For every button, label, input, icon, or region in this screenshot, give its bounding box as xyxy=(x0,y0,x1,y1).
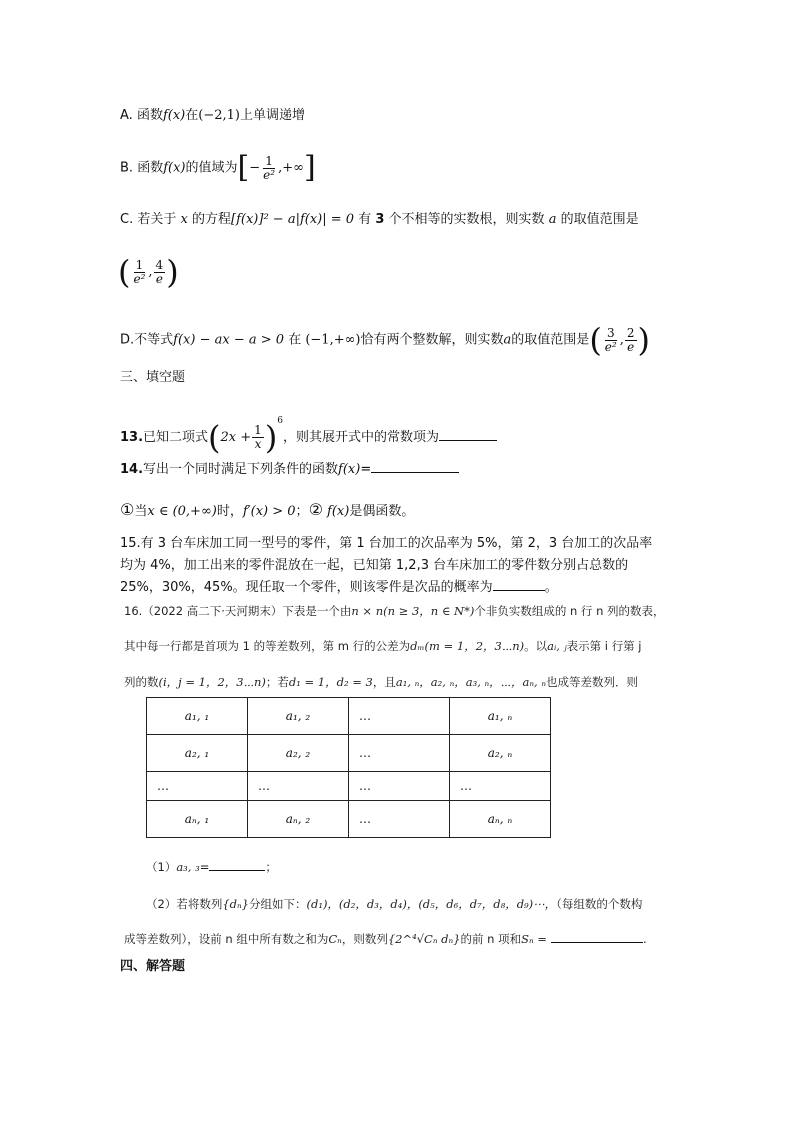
option-label: C. xyxy=(120,212,134,227)
question-14-conditions: ①当x ∈ (0,+∞)时，f′(x) > 0；② f(x)是偶函数。 xyxy=(120,500,415,519)
question-16-part-2-cont: 成等差数列），设前 n 组中所有数之和为Cₙ，则数列{2^⁴√Cₙ dₙ}的前 n 项和Sₙ = . xyxy=(124,932,647,946)
fraction: $\frac{4}{e}$ xyxy=(155,257,164,286)
question-16-line-1: 16.（2022 高二下·天河期末）下表是一个由n × n(n ≥ 3，n ∈ N*)个非负实数组成的 n 行 n 列的数表， xyxy=(124,604,665,618)
question-16-line-3: 列的数(i，j = 1，2，3⋯n)；若d₁ = 1，d₂ = 3，且a₁, ₙ，a₂, ₙ，a₃, ₙ，⋯，aₙ, ₙ也成等差数列．则 xyxy=(124,675,639,689)
question-13: 13.已知二项式(2x + $\frac{1}{x}$ )$^6$，则其展开式中的常数项为 xyxy=(120,400,497,459)
answer-blank[interactable] xyxy=(371,472,459,473)
option-c: C. 若关于 x 的方程[f(x)]² − a|f(x)| = 0 有 3 个不相等的实数根，则实数 a 的取值范围是 xyxy=(120,212,639,227)
option-c-range: ( $\frac{1}{\text{e²}}$ , $\frac{4}{e}$ ) xyxy=(118,253,179,291)
fraction: $\frac{3}{\text{e²}}$ xyxy=(604,325,617,354)
question-16-line-2: 其中每一行都是首项为 1 的等差数列，第 m 行的公差为dₘ(m = 1，2，3⋯n)。以aᵢ, ⱼ表示第 i 行第 j xyxy=(124,639,642,653)
table-row: a₁, ₁ a₁, ₂ … a₁, ₙ xyxy=(147,698,551,735)
option-label: D. xyxy=(120,332,135,348)
section-heading: 四、解答题 xyxy=(120,959,186,974)
answer-blank[interactable] xyxy=(209,870,265,871)
table-row: aₙ, ₁ aₙ, ₂ … aₙ, ₙ xyxy=(147,801,551,838)
table-row: a₂, ₁ a₂, ₂ … a₂, ₙ xyxy=(147,735,551,772)
fraction: $\frac{1}{x}$ xyxy=(254,423,262,451)
question-16-part-2: （2）若将数列{dₙ}分组如下：(d₁)，(d₂，d₃，d₄)，(d₅，d₆，d₇，d₈，d₉)⋯，（每组数的个数构 xyxy=(146,897,643,911)
question-15-line-1: 15.有 3 台车床加工同一型号的零件，第 1 台加工的次品率为 5%，第 2，3 台加工的次品率 xyxy=(120,536,653,551)
question-15-line-3: 25%，30%，45%。现任取一个零件，则该零件是次品的概率为 。 xyxy=(120,580,558,595)
answer-blank[interactable] xyxy=(493,590,545,591)
question-15-line-2: 均为 4%，加工出来的零件混放在一起，已知第 1,2,3 台车床加工的零件数分别占总数的 xyxy=(120,558,629,573)
fraction: $\frac{2}{e}$ xyxy=(626,325,635,354)
question-16-part-1: （1）a₃, ₃= ； xyxy=(146,860,277,874)
option-label: A. xyxy=(120,108,133,123)
number-table xyxy=(146,697,551,838)
option-label: B. xyxy=(120,160,134,176)
section-heading: 三、填空题 xyxy=(120,370,186,385)
option-d: D.不等式f(x) − ax − a > 0 在 (−1,+∞)恰有两个整数解，则实数a的取值范围是( $\frac{3}{\text{e²}}$ , $\frac{2}{e}$ ) xyxy=(120,321,650,359)
answer-blank[interactable] xyxy=(551,942,643,943)
option-b: B. 函数f(x)的值域为[− $\frac{1}{\text{e²}}$ ,+∞] xyxy=(120,150,316,185)
fraction: $\frac{1}{\text{e²}}$ xyxy=(263,153,276,182)
fraction: $\frac{1}{\text{e²}}$ xyxy=(133,257,146,286)
option-a: A. 函数f(x)在(−2,1)上单调递增 xyxy=(120,108,305,123)
question-14: 14.写出一个同时满足下列条件的函数f(x)= xyxy=(120,460,459,480)
answer-blank[interactable] xyxy=(439,440,497,441)
table-row: … … … … xyxy=(147,772,551,801)
